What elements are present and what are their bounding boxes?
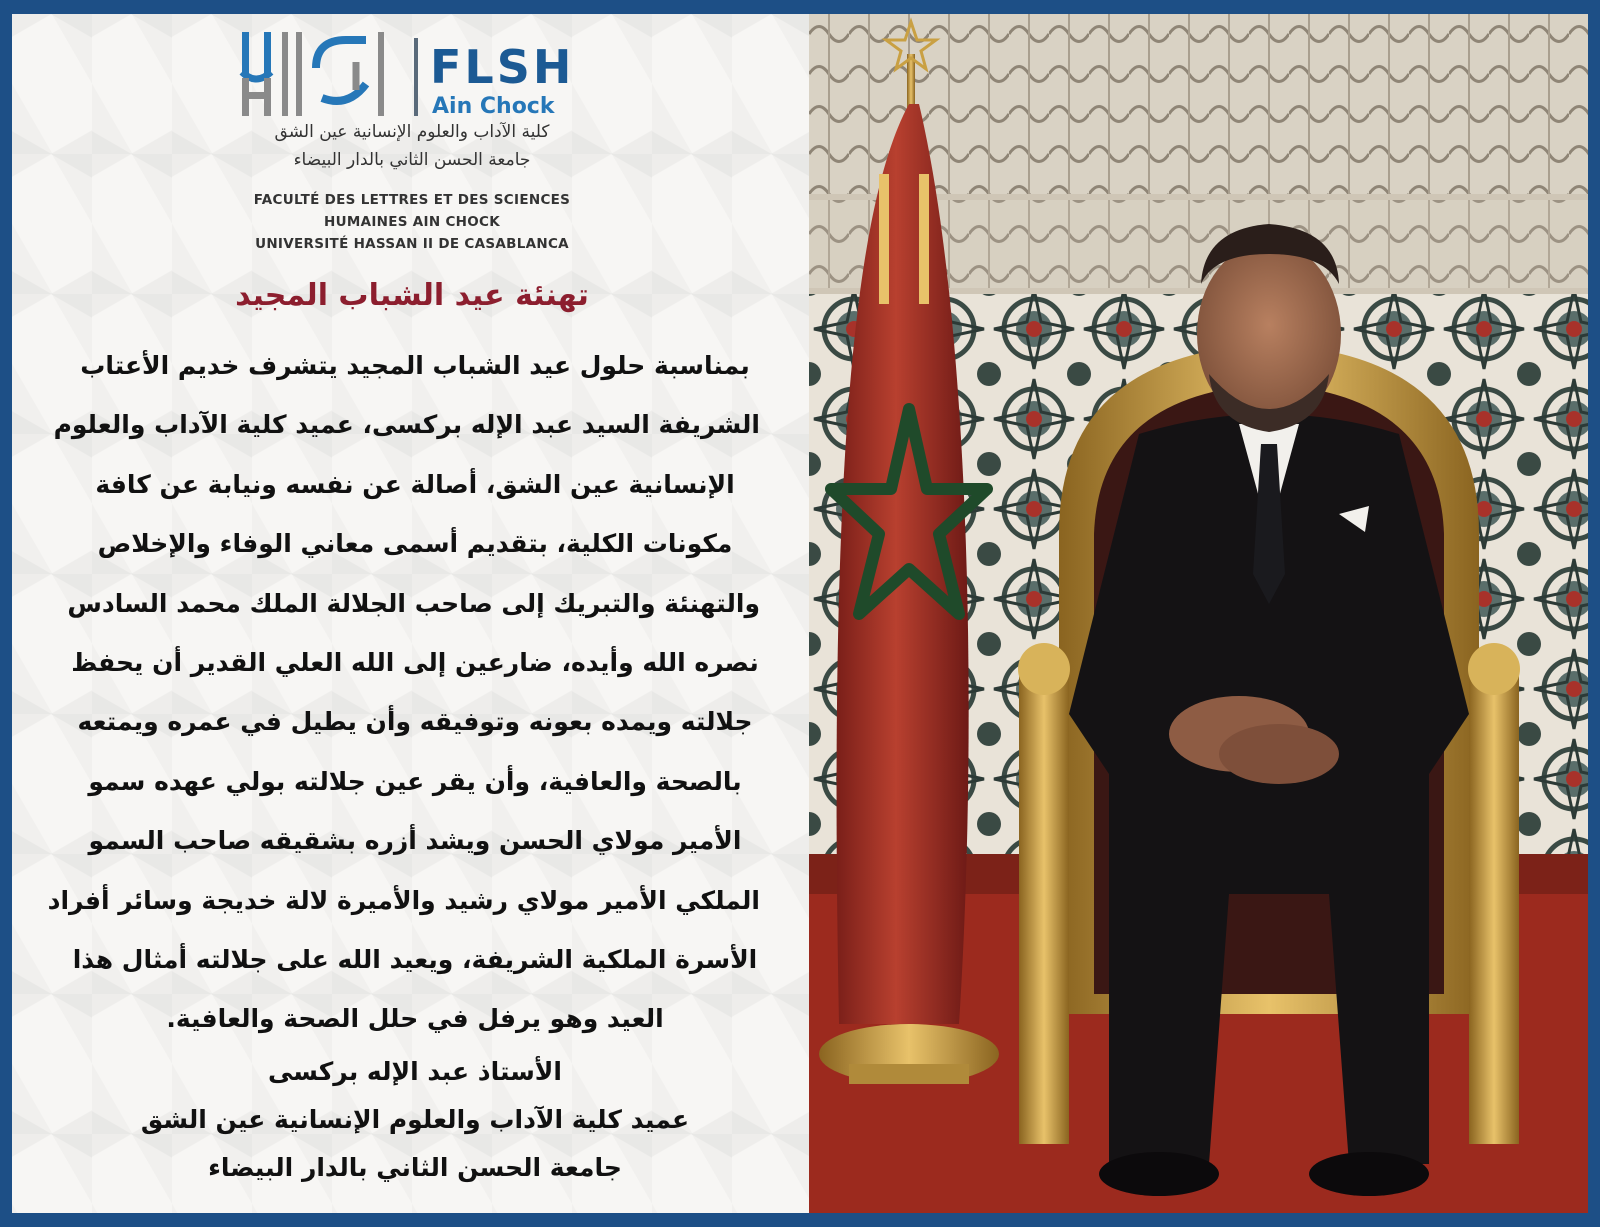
message-line: مكونات الكلية، بتقديم أسمى معاني الوفاء والإخلاص bbox=[97, 529, 733, 559]
brand-location: Ain Chock bbox=[432, 94, 555, 119]
message-body bbox=[47, 336, 760, 1049]
royal-portrait bbox=[809, 14, 1588, 1213]
message-line: الشريفة السيد عبد الإله بركسى، عميد كلية الآداب والعلوم bbox=[53, 410, 760, 440]
message-line: جلالته ويمده بعونه وتوفيقه وأن يطيل في عمره ويمتعه bbox=[77, 707, 753, 737]
message-line: بمناسبة حلول عيد الشباب المجيد يتشرف خديم الأعتاب bbox=[80, 351, 750, 380]
university-name-arabic: جامعة الحسن الثاني بالدار البيضاء bbox=[293, 150, 531, 170]
university-name-french: UNIVERSITÉ HASSAN II DE CASABLANCA bbox=[255, 236, 569, 252]
message-line: نصره الله وأيده، ضارعين إلى الله العلي القدير أن يحفظ bbox=[71, 648, 759, 678]
message-title: تهنئة عيد الشباب المجيد bbox=[235, 278, 589, 313]
logo-divider bbox=[414, 38, 418, 116]
message-line: والتهنئة والتبريك إلى صاحب الجلالة الملك محمد السادس bbox=[67, 588, 760, 618]
faculty-name-french-1: FACULTÉ DES LETTRES ET DES SCIENCES bbox=[253, 192, 571, 208]
brand-name: FLSH bbox=[430, 40, 575, 94]
message-line: الأمير مولاي الحسن ويشد أزره بشقيقه صاحب السمو bbox=[88, 826, 742, 856]
signature-block bbox=[70, 1048, 760, 1192]
message-line: الملكي الأمير مولاي رشيد والأميرة لالة خديجة وسائر أفراد bbox=[47, 885, 760, 915]
portrait-image bbox=[809, 14, 1588, 1213]
signatory-title: عميد كلية الآداب والعلوم الإنسانية عين الشق bbox=[140, 1105, 690, 1134]
message-line: الأسرة الملكية الشريفة، ويعيد الله على جلالته أمثال هذا bbox=[72, 945, 758, 975]
faculty-name-french-2: HUMAINES AIN CHOCK bbox=[323, 214, 501, 230]
message-line: العيد وهو يرفل في حلل الصحة والعافية. bbox=[166, 1004, 664, 1034]
faculty-name-arabic: كلية الآداب والعلوم الإنسانية عين الشق bbox=[274, 122, 550, 142]
faculty-logo bbox=[238, 28, 598, 120]
message-line: بالصحة والعافية، وأن يقر عين جلالته بولي عهده سمو bbox=[88, 766, 742, 796]
message-panel bbox=[12, 14, 809, 1213]
signatory-name: الأستاذ عبد الإله بركسى bbox=[268, 1057, 562, 1086]
signatory-university: جامعة الحسن الثاني بالدار البيضاء bbox=[208, 1153, 622, 1182]
uh2c-logo-icon bbox=[238, 28, 408, 120]
poster bbox=[12, 14, 1588, 1213]
message-line: الإنسانية عين الشق، أصالة عن نفسه ونيابة عن كافة bbox=[95, 469, 735, 499]
